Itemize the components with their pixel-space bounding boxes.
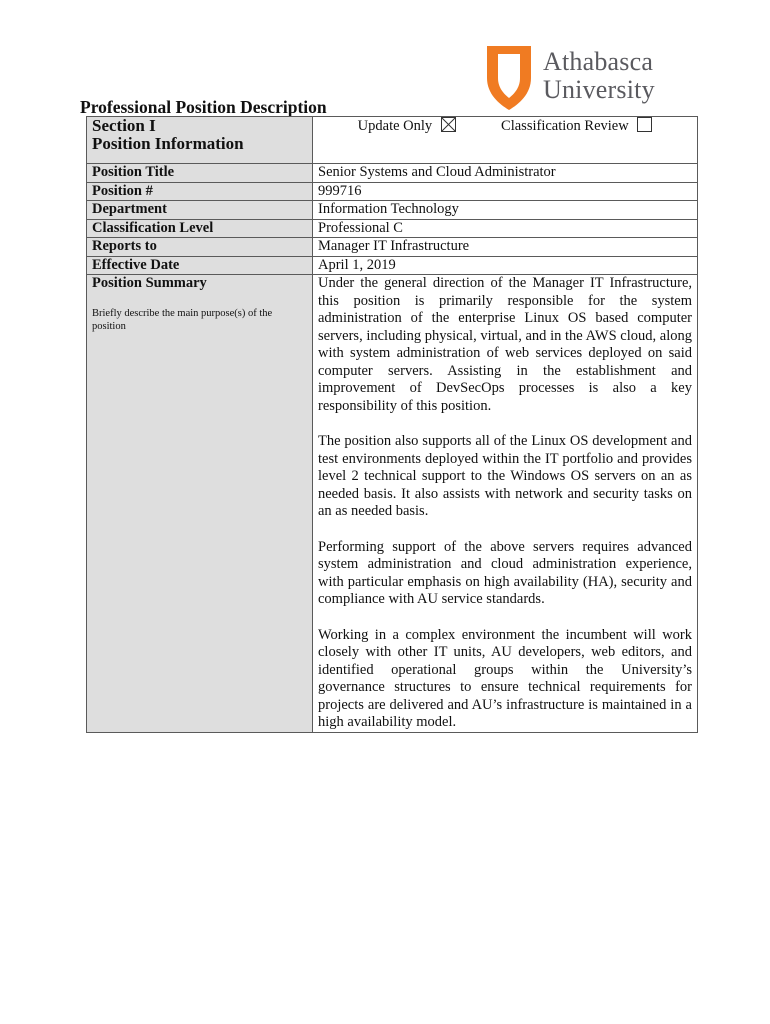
shield-logo-icon	[485, 44, 533, 112]
athabasca-university-logo	[485, 44, 675, 114]
field-row	[87, 164, 698, 183]
field-label: Reports to	[87, 238, 313, 257]
field-value: Professional C	[313, 219, 698, 238]
logo-wordmark	[543, 48, 655, 104]
field-value: 999716	[313, 182, 698, 201]
field-label: Effective Date	[87, 256, 313, 275]
summary-label-cell	[87, 275, 313, 733]
field-row	[87, 219, 698, 238]
section-number: Section I	[92, 116, 156, 135]
field-value: Senior Systems and Cloud Administrator	[313, 164, 698, 183]
summary-paragraph: Performing support of the above servers requires advanced system administration and cloud administration experience, with particular emphasis on high availability (HA), security and compliance with AU service standards.	[318, 538, 692, 607]
summary-paragraph: The position also supports all of the Linux OS development and test environments deployed within the IT portfolio and provides level 2 technical support to the Windows OS servers on an as needed basis. It also assists with network and security tasks on an as needed basis.	[318, 433, 692, 519]
field-label: Position Title	[87, 164, 313, 183]
field-row	[87, 182, 698, 201]
field-label: Classification Level	[87, 219, 313, 238]
field-value: Manager IT Infrastructure	[313, 238, 698, 257]
section-heading	[87, 117, 313, 164]
section-header-row	[87, 117, 698, 164]
section-title: Position Information	[92, 133, 244, 153]
document-title: Professional Position Description	[80, 97, 327, 117]
field-label: Position #	[87, 182, 313, 201]
field-value: April 1, 2019	[313, 256, 698, 275]
review-type-options	[313, 117, 698, 164]
field-row	[87, 238, 698, 257]
checked-x-icon	[442, 118, 455, 131]
field-value: Information Technology	[313, 201, 698, 220]
summary-paragraph: Working in a complex environment the incumbent will work closely with other IT units, AU developers, web editors, and identified operational groups within the University’s governance structures to ensure technical requirements for projects are delivered and AU’s infrastructure is maintained in a high availability model.	[318, 626, 692, 730]
classification-review-label: Classification Review	[501, 118, 629, 134]
summary-hint: Briefly describe the main purpose(s) of the position	[92, 307, 273, 332]
update-only-checkbox[interactable]	[441, 117, 456, 132]
field-row	[87, 256, 698, 275]
update-only-label: Update Only	[357, 118, 433, 134]
summary-paragraph: Under the general direction of the Manager IT Infrastructure, this position is primarily responsible for the system administration of the enterprise Linux OS based computer servers, including physical, virtual, and in the AWS cloud, along with system administration of web services deployed on said computer servers. Assisting in the establishment and improvement of DevSecOps processes is also a key responsibility of this position.	[318, 275, 692, 414]
summary-label: Position Summary	[92, 275, 207, 291]
logo-line-2: University	[543, 75, 655, 104]
summary-row	[87, 275, 698, 733]
logo-line-1: Athabasca	[543, 47, 654, 76]
classification-review-checkbox[interactable]	[637, 117, 652, 132]
field-label: Department	[87, 201, 313, 220]
summary-text	[313, 275, 698, 733]
field-row	[87, 201, 698, 220]
position-info-table	[86, 116, 698, 733]
